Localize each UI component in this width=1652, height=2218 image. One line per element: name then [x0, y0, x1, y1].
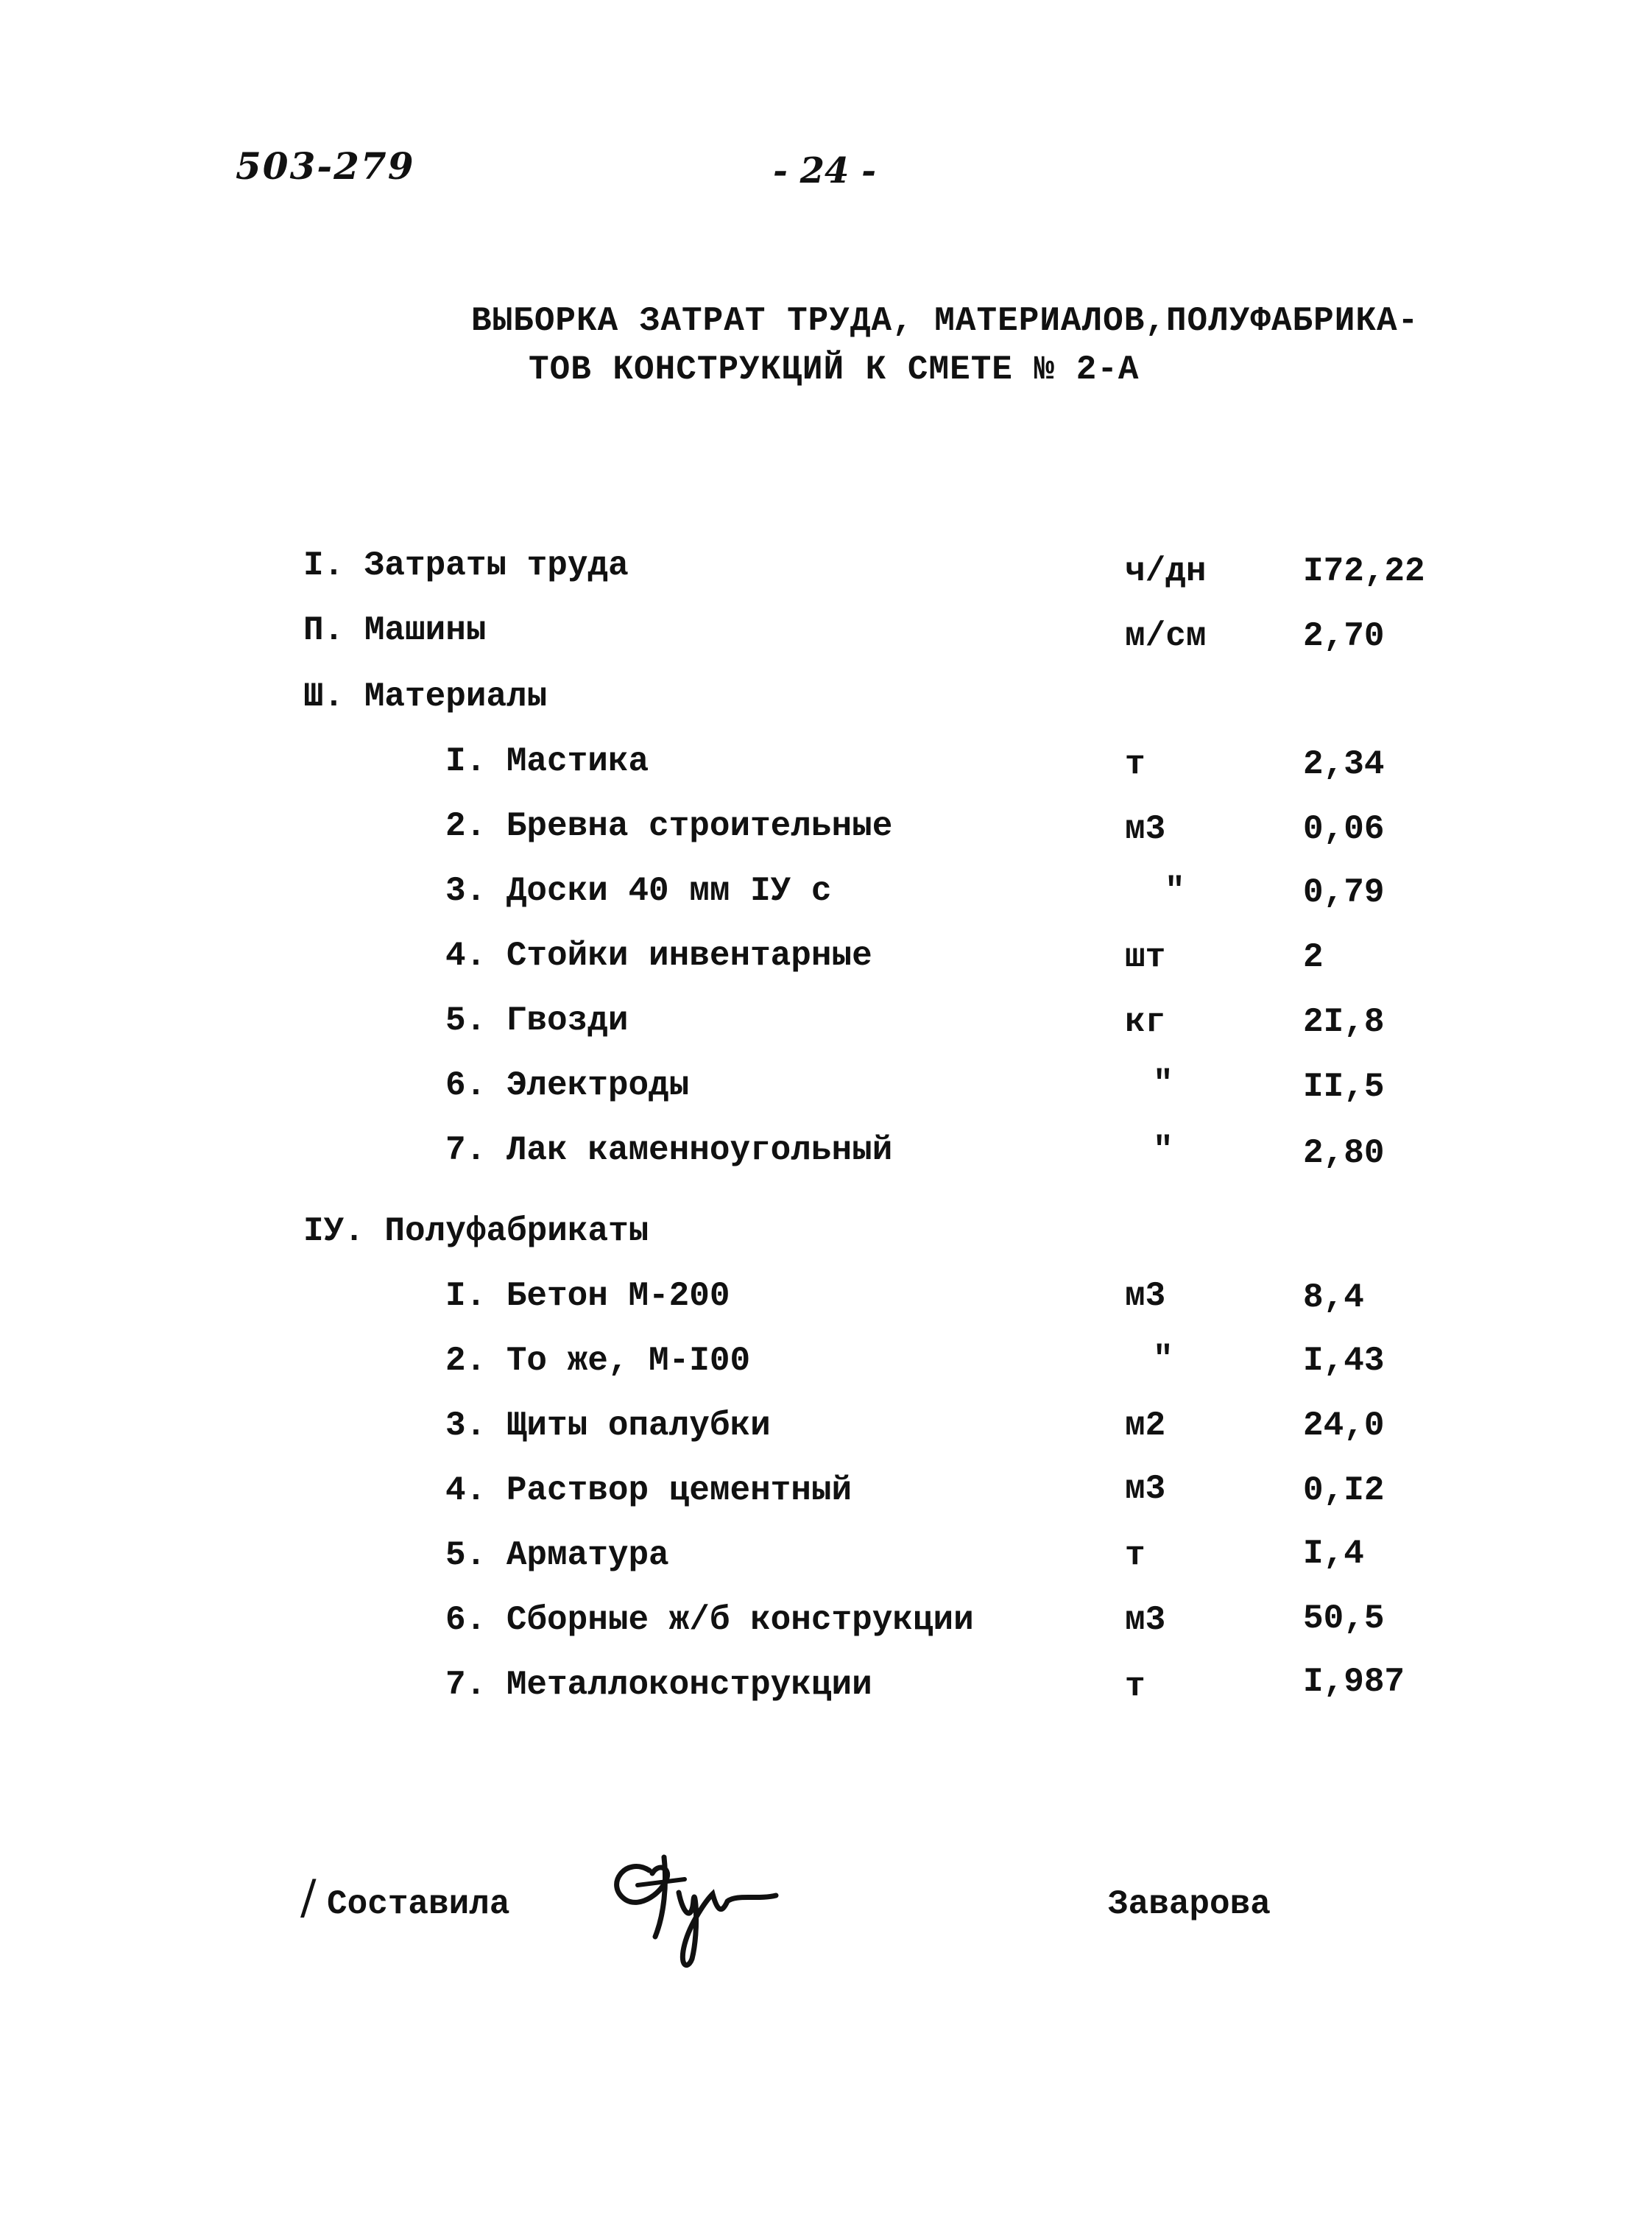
row-unit-cement-mortar: м3: [1125, 1470, 1166, 1508]
row-value-varnish: 2,80: [1303, 1134, 1385, 1172]
row-label-boards: 3. Доски 40 мм IУ с: [445, 872, 832, 910]
row-unit-electrodes: ": [1153, 1065, 1173, 1103]
row-unit-machines: м/см: [1125, 617, 1207, 655]
row-label-labor: I. Затраты труда: [303, 546, 629, 585]
row-value-nails: 2I,8: [1303, 1003, 1385, 1041]
document-title-line-2: ТОВ КОНСТРУКЦИЙ К СМЕТЕ № 2-А: [529, 351, 1140, 389]
row-value-machines: 2,70: [1303, 617, 1385, 655]
row-value-logs: 0,06: [1303, 810, 1385, 848]
row-value-concrete-m200: 8,4: [1303, 1278, 1364, 1317]
row-value-rebar: I,4: [1303, 1535, 1364, 1573]
row-unit-nails: кг: [1125, 1003, 1166, 1041]
row-label-props: 4. Стойки инвентарные: [445, 937, 872, 975]
compiled-by-label: Составила: [327, 1885, 510, 1923]
row-unit-precast-concrete: м3: [1125, 1601, 1166, 1639]
page-number: - 24 -: [773, 150, 877, 191]
row-label-formwork: 3. Щиты опалубки: [445, 1407, 771, 1445]
document-code: 503-279: [236, 144, 415, 188]
slash-mark: /: [300, 1870, 317, 1925]
row-value-formwork: 24,0: [1303, 1407, 1385, 1445]
document-title-line-1: ВЫБОРКА ЗАТРАТ ТРУДА, МАТЕРИАЛОВ,ПОЛУФАБРИКА-: [471, 302, 1419, 340]
row-label-mastic: I. Мастика: [445, 742, 649, 781]
handwritten-signature: [596, 1841, 788, 1974]
section-heading-materials: Ш. Материалы: [303, 677, 548, 716]
row-label-electrodes: 6. Электроды: [445, 1066, 690, 1105]
row-unit-labor: ч/дн: [1125, 552, 1207, 591]
row-value-steel-structures: I,987: [1303, 1663, 1405, 1701]
row-label-cement-mortar: 4. Раствор цементный: [445, 1471, 853, 1510]
row-label-varnish: 7. Лак каменноугольный: [445, 1131, 893, 1169]
row-label-machines: П. Машины: [303, 611, 487, 649]
row-value-cement-mortar: 0,I2: [1303, 1471, 1385, 1510]
row-label-rebar: 5. Арматура: [445, 1536, 669, 1574]
row-value-precast-concrete: 50,5: [1303, 1599, 1385, 1638]
section-heading-semi-finished: IУ. Полуфабрикаты: [303, 1212, 649, 1250]
row-unit-boards: ": [1165, 872, 1185, 910]
row-label-concrete-m200: I. Бетон М-200: [445, 1277, 730, 1315]
row-value-props: 2: [1303, 938, 1324, 976]
row-unit-varnish: ": [1153, 1131, 1173, 1169]
row-unit-rebar: т: [1125, 1536, 1146, 1574]
row-value-electrodes: II,5: [1303, 1068, 1385, 1106]
row-unit-mastic: т: [1125, 745, 1146, 784]
row-label-nails: 5. Гвозди: [445, 1001, 629, 1040]
row-unit-steel-structures: т: [1125, 1667, 1146, 1705]
signer-name: Заварова: [1108, 1885, 1271, 1923]
row-value-labor: I72,22: [1303, 552, 1425, 591]
row-label-precast-concrete: 6. Сборные ж/б конструкции: [445, 1601, 974, 1639]
row-unit-logs: м3: [1125, 810, 1166, 848]
row-unit-props: шт: [1125, 938, 1166, 976]
row-value-concrete-m100: I,43: [1303, 1342, 1385, 1380]
row-unit-concrete-m200: м3: [1125, 1277, 1166, 1315]
row-label-concrete-m100: 2. То же, М-I00: [445, 1342, 751, 1380]
row-label-steel-structures: 7. Металлоконструкции: [445, 1666, 872, 1704]
row-unit-concrete-m100: ": [1153, 1340, 1173, 1379]
row-value-boards: 0,79: [1303, 873, 1385, 912]
row-unit-formwork: м2: [1125, 1407, 1166, 1445]
row-label-logs: 2. Бревна строительные: [445, 807, 893, 845]
row-value-mastic: 2,34: [1303, 745, 1385, 784]
